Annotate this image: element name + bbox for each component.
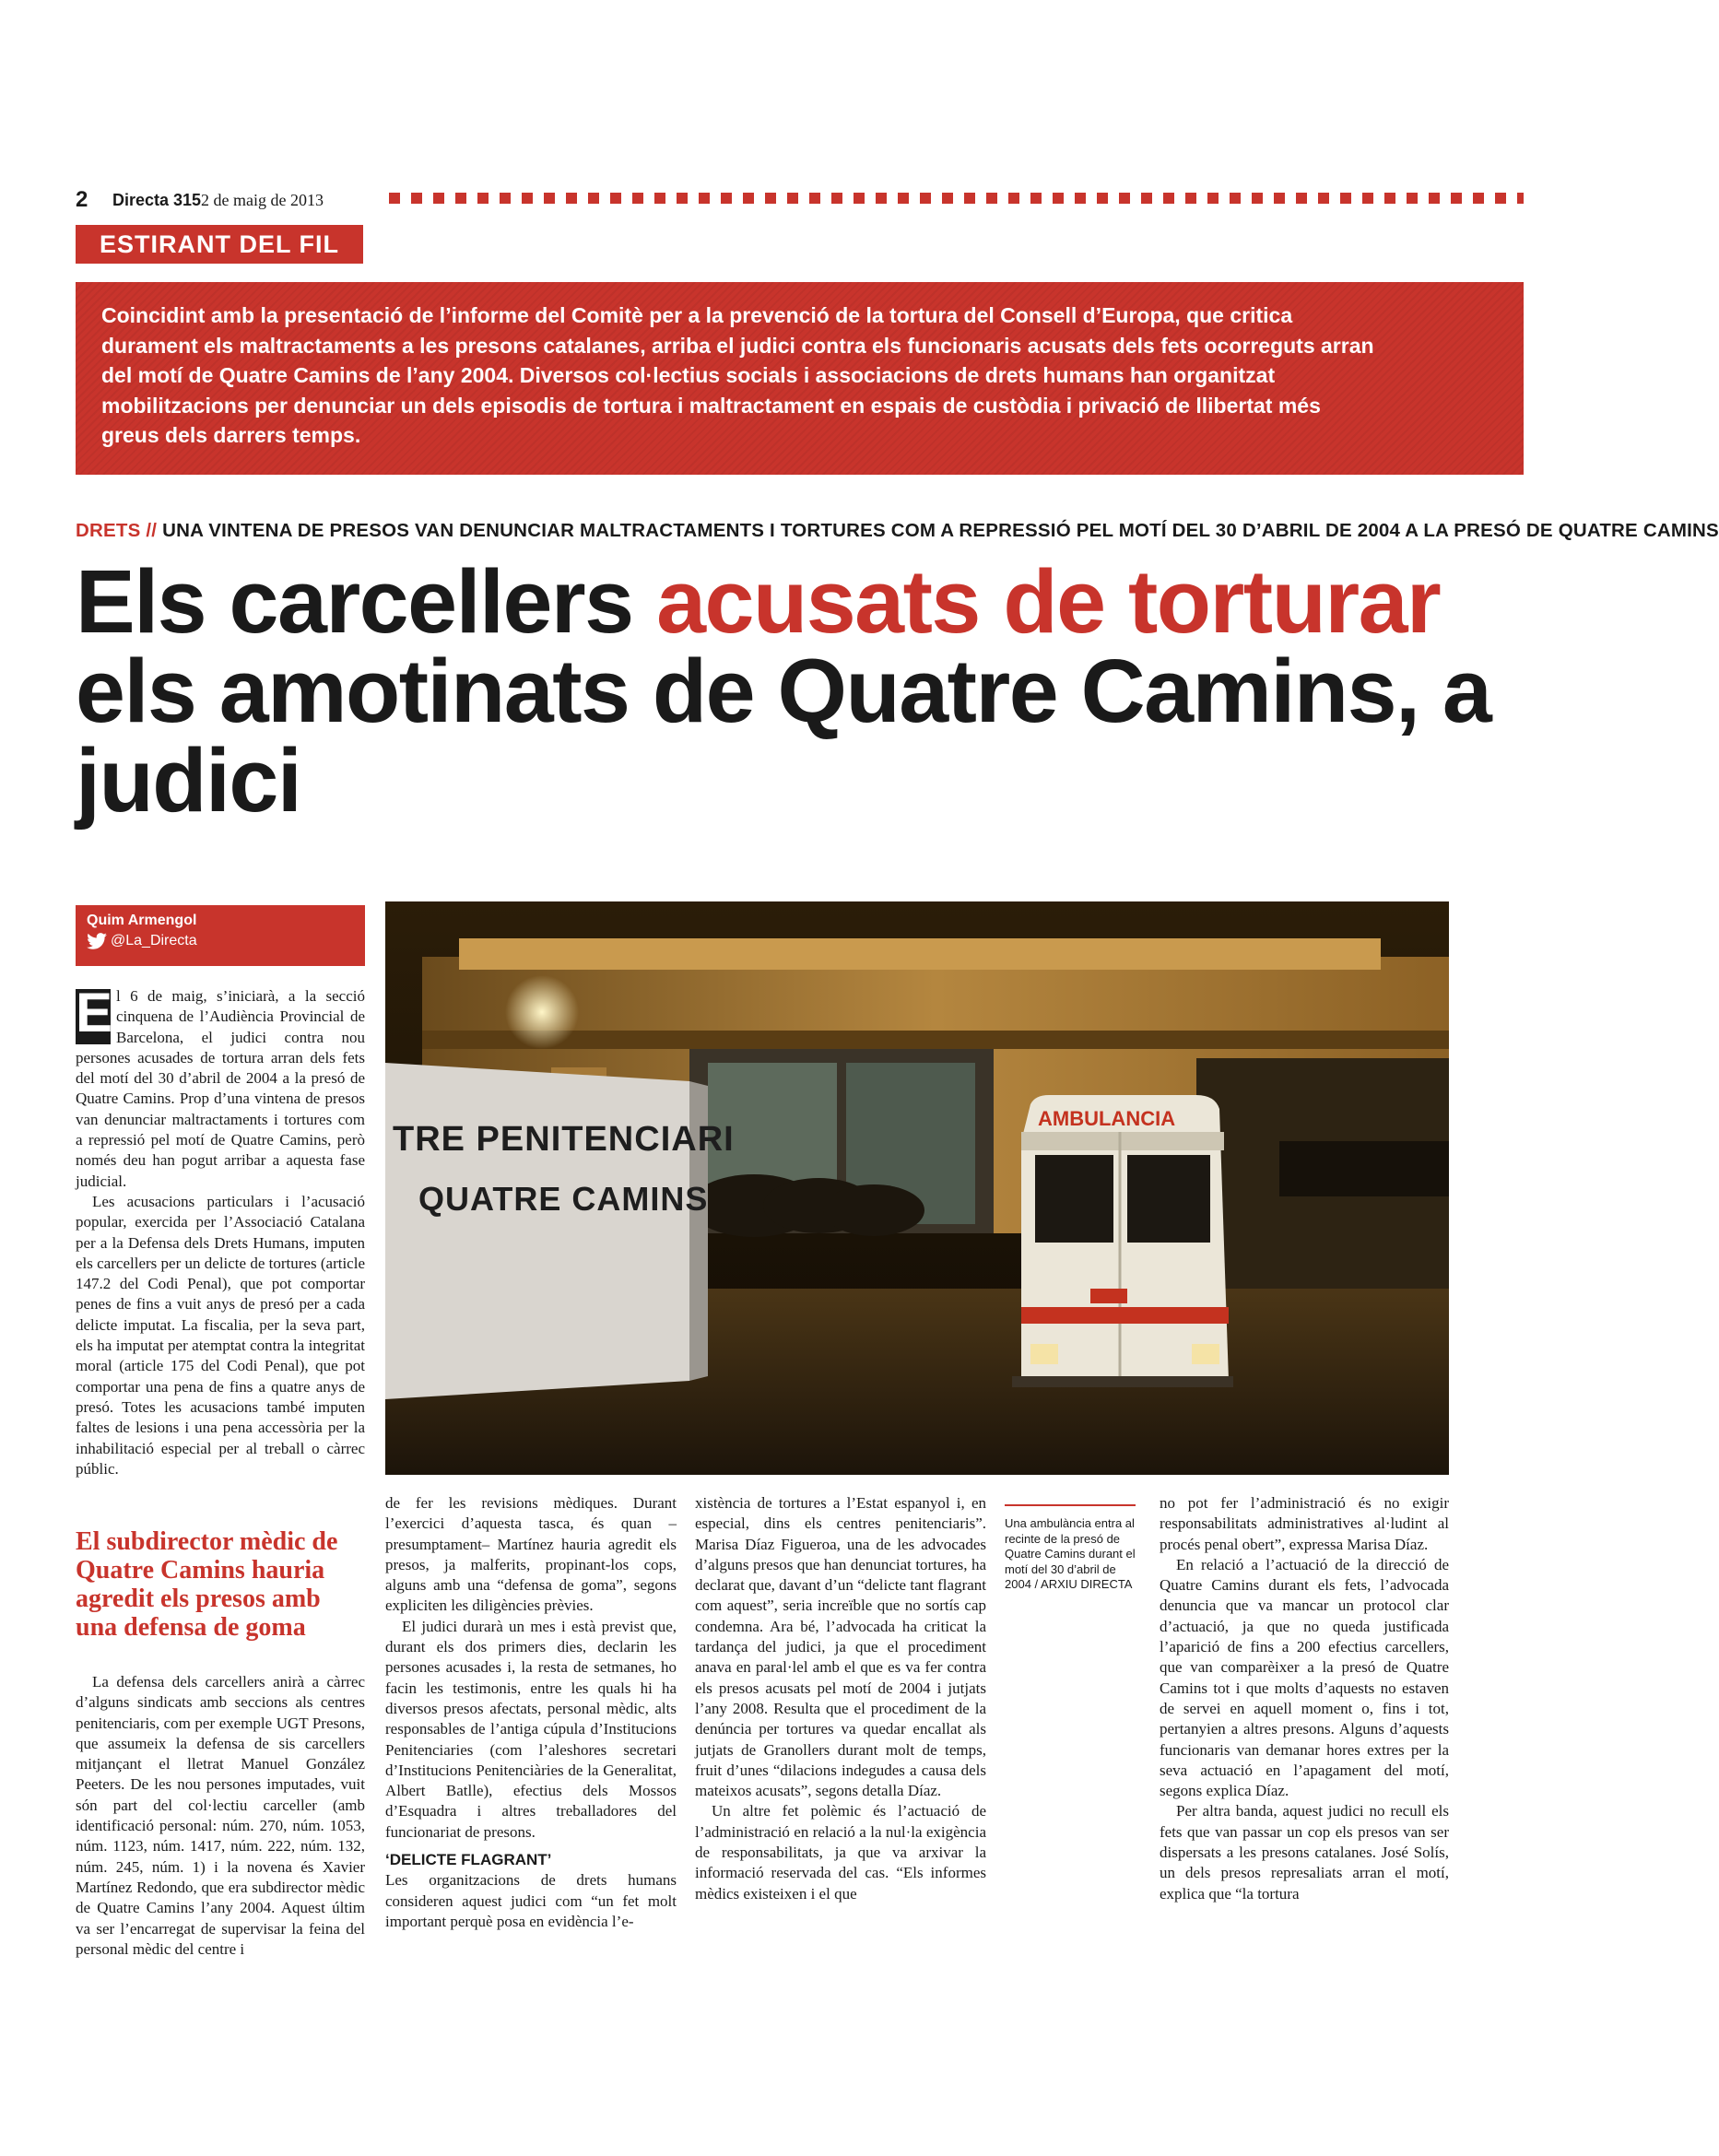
column-3 [695, 1493, 986, 1904]
publication-name: Directa 315 [112, 191, 202, 209]
kicker [76, 520, 1719, 542]
paragraph-accusations: Les acusacions particulars i l’acusació popular, exercida per l’Associació Catalana per a la Defensa dels Drets Humans, imputen els carcellers per un delicte de tortures (article 147.2 del Codi Penal), que pot comportar penes de fins a vuit anys de presó per a cada delicte imputat. La fiscalia, per la seva part, els ha imputat per atemptat contra la integritat moral (article 175 del Codi Penal), que pot comportar una pena de fins a quatre anys de presó. Totes les acusacions també imputen faltes de lesions i una pena accessòria per la inhabilitació especial per al treball o càrrec públic. [76, 1192, 365, 1478]
lead-text: Coincidint amb la presentació de l’informe del Comitè per a la prevenció de la tortura del Consell d’Europa, que critica durament els maltractaments a les presons catalanes, arriba el judici contra els funcionaris acusats dels fets ocorreguts arran del motí de Quatre Camins de l’any 2004. Diversos col·lectius socials i associacions de drets humans han organitzat mobilitzacions per denunciar un dels episodis de tortura i maltractament en espais de custòdia i privació de llibertat més greus dels darrers temps. [101, 303, 1374, 447]
page-number: 2 [76, 187, 88, 212]
article-photo [385, 901, 1449, 1475]
caption-rule [1005, 1504, 1136, 1506]
ambulance-label: AMBULANCIA [1038, 1107, 1176, 1130]
headline-part1: Els carcellers [76, 551, 657, 652]
kicker-text: UNA VINTENA DE PRESOS VAN DENUNCIAR MALTRACTAMENTS I TORTURES COM A REPRESSIÓ PEL MOTÍ DEL 30 D’ABRIL DE 2004 A LA PRESÓ DE QUATRE CAMINS [157, 520, 1719, 541]
photo-illustration [385, 901, 1449, 1475]
issue-date: 2 de maig de 2013 [201, 191, 324, 209]
headline [76, 551, 1524, 831]
headline-highlight: acusats de torturar [656, 551, 1441, 652]
byline [76, 905, 365, 966]
paragraph-organizations: Les organitzacions de drets humans consideren aquest judici com “un fet molt important perquè posa en evidència l’e- [385, 1871, 677, 1930]
paragraph-lawyer: xistència de tortures a l’Estat espanyol i, en especial, dins els centres penitenciaris”. Marisa Díaz Figueroa, una de les advocades d’alguns presos que han denunciat tortures, ha declarat que, davant d’un “delicte tant flagrant com aquest”, seria increïble que no sortís cap condemna. Ara bé, l’advocada ha criticat la tardança del judici, ja que el procediment anava en paral·lel amb el que es va fer contra els presos acusats pel motí de 2004 i jutjats l’any 2008. Resulta que el procediment de la denúncia per tortures va quedar encallat als jutjats de Granollers durant molt de temps, fruit d’unes “dilacions indegudes a causa dels mateixos acusats”, segons detalla Díaz. [695, 1494, 986, 1800]
paragraph-trial-duration: El judici durarà un mes i està previst que, durant els dos primers dies, declarin les persones acusades i, la resta de setmanes, ho facin les testimonis, entre les quals hi ha diversos presos afectats, personal mèdic, alts responsables de l’antiga cúpula d’Institucions Penitenciaries (com l’aleshores secretari d’Institucions Penitenciàries de la Generalitat, Albert Batlle), efectius dels Mossos d’Esquadra i altres treballadores del funcionariat de presons. [385, 1617, 677, 1841]
sign-line-1: TRE PENITENCIARI [393, 1120, 735, 1159]
byline-twitter-handle: @La_Directa [111, 933, 197, 948]
dotted-rule [389, 193, 1524, 204]
column-2 [385, 1493, 677, 1932]
column-1-top [76, 982, 365, 1479]
intertitle: ‘DELICTE FLAGRANT’ [385, 1851, 552, 1869]
paragraph-medical: de fer les revisions mèdiques. Durant l’exercici d’aquesta tasca, és quan –presumptament– Martínez hauria agredit els presos, ja malferits, propinant-los cops, alguns amb una “defensa de goma”, segons expliciten les diligències prèvies. [385, 1494, 677, 1615]
headline-part3: els amotinats de Quatre Camins, a judici [76, 641, 1491, 831]
photo-caption: Una ambulància entra al recinte de la presó de Quatre Camins durant el motí del 30 d’abril de 2004 / ARXIU DIRECTA [1005, 1516, 1136, 1591]
sign-line-2: QUATRE CAMINS [418, 1180, 709, 1218]
paragraph-direction: En relació a l’actuació de la direcció de Quatre Camins durant els fets, l’advocada denuncia que va mancar un protocol clar d’actuació, ja que no queda justificada l’aparició de fins a 200 efectius carcellers, que van comparèixer a la presó de Quatre Camins tot i que molts d’aquests no estaven de servei en aquell moment o, fins i tot, pertanyien a altres presons. Alguns d’aquests funcionaris van demanar hores extres per la seva actuació en l’apagament del motí, segons explica Díaz. [1160, 1555, 1449, 1800]
column-4 [1160, 1493, 1449, 1904]
ambulance [1012, 1095, 1233, 1387]
paragraph-intro [76, 982, 365, 1192]
kicker-section: DRETS // [76, 520, 158, 541]
pull-subhead: El subdirector mèdic de Quatre Camins hauria agredit els presos amb una defensa de goma [76, 1527, 338, 1642]
paragraph-responsibilities: no pot fer l’administració és no exigir responsabilitats administratives al·ludint al procés penal obert”, expressa Marisa Díaz. [1160, 1494, 1449, 1553]
byline-handle-row [87, 933, 354, 949]
paragraph-defense: La defensa dels carcellers anirà a càrrec d’alguns sindicats amb seccions als centres penitenciaris, com per exemple UGT Presons, que assumeix la defensa de sis carcellers mitjançant el lletrat Manuel González Peeters. De les nou persones imputades, vuit són part del col·lectiu carceller (amb identificació personal: núm. 270, núm. 1053, núm. 1123, núm. 1417, núm. 222, núm. 132, núm. 245, núm. 1) i la novena és Xavier Martínez Redondo, que era subdirector mèdic de Quatre Camins l’any 2004. Aquest últim va ser l’encarregat de supervisar la feina del personal mèdic del centre i [76, 1673, 365, 1958]
twitter-bird-icon [87, 933, 107, 949]
column-1-bottom [76, 1672, 365, 1960]
paragraph-intro-text: l 6 de maig, s’iniciarà, a la secció cinquena de l’Audiència Provincial de Barcelona, el judici contra nou persones acusades de tortura arran dels fets del motí del 30 d’abril de 2004 a la presó de Quatre Camins. Prop d’una vintena de presos van denunciar maltractaments i tortures com a repressió pel motí de Quatre Camins, però només deu han pogut arribar a aquesta fase judicial. [76, 987, 365, 1190]
dropcap-letter: E [76, 982, 113, 1043]
section-label: ESTIRANT DEL FIL [99, 230, 339, 258]
lead-box [76, 282, 1524, 475]
byline-author: Quim Armengol [87, 913, 197, 928]
section-tag [76, 225, 363, 264]
paragraph-dispersal: Per altra banda, aquest judici no recull els fets que van passar un cop els presos van ser dispersats a les presons catalanes. José Solís, un dels presos represaliats arran el motí, explica que “la tortura [1160, 1802, 1449, 1903]
paragraph-administration: Un altre fet polèmic és l’actuació de l’administració en relació a la nul·la exigència de responsabilitats, ja que va arxivar la informació reservada del cas. “Els informes mèdics existeixen i el que [695, 1802, 986, 1903]
